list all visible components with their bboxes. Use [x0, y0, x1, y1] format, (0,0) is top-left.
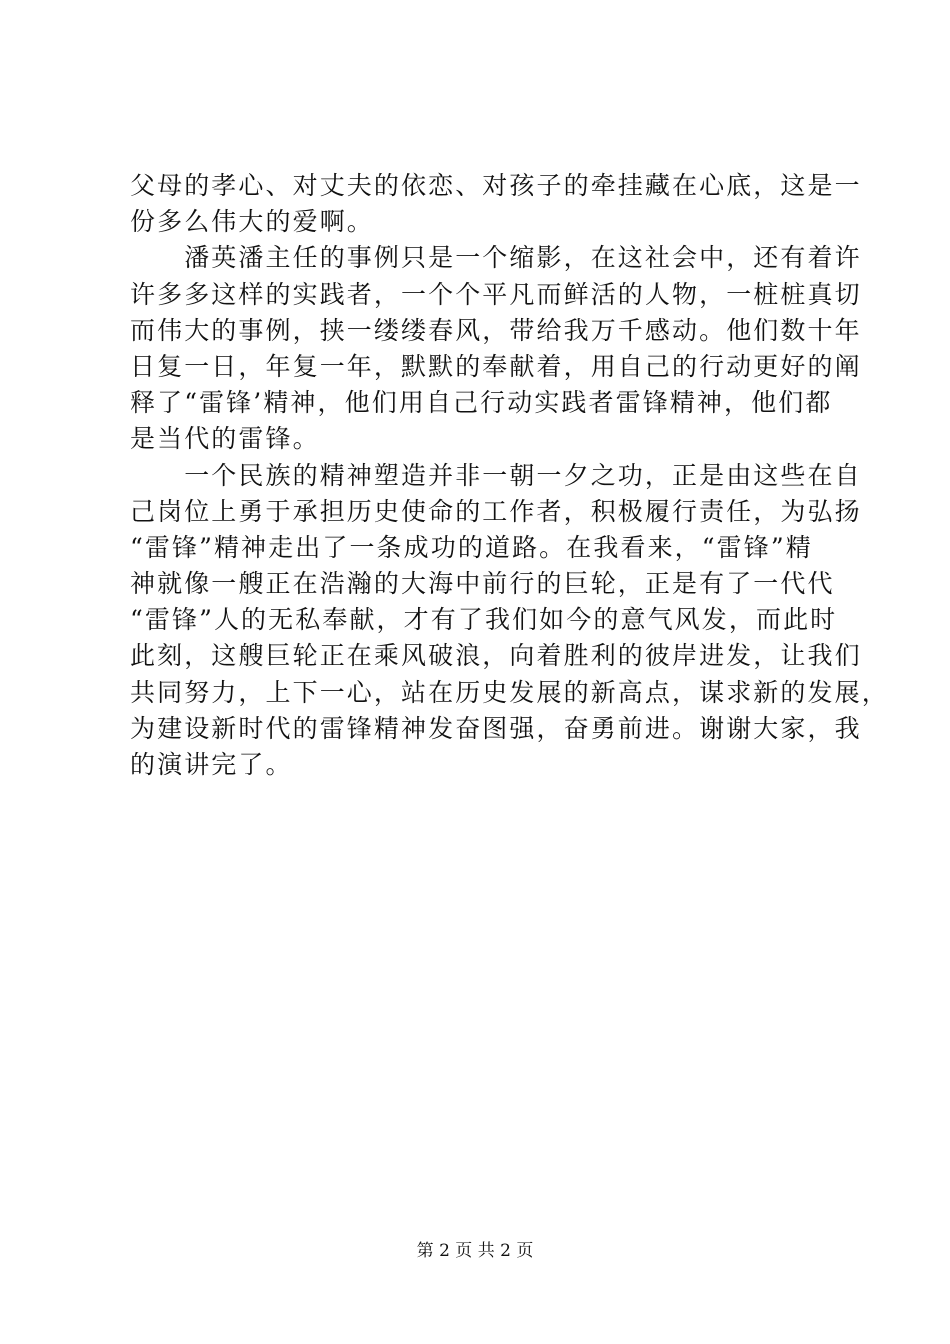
text-line: 共同努力，上下一心，站在历史发展的新高点，谋求新的发展， — [130, 677, 889, 707]
text-line: 是当代的雷锋。 — [130, 424, 320, 454]
text-line: “雷锋”人的无私奉献，才有了我们如今的意气风发，而此时 — [130, 605, 838, 635]
text-line: 为建设新时代的雷锋精神发奋图强，奋勇前进。谢谢大家，我 — [130, 713, 862, 743]
speech-body — [130, 168, 889, 783]
text-line: 己岗位上勇于承担历史使命的工作者，积极履行责任，为弘扬 — [130, 496, 862, 526]
text-line: 释了“雷锋’精神，他们用自己行动实践者雷锋精神，他们都 — [130, 388, 833, 418]
text-line: 的演讲完了。 — [130, 750, 293, 779]
page-number-footer: 第 2 页 共 2 页 — [416, 1241, 534, 1261]
text-line: 而伟大的事例，挟一缕缕春风，带给我万千感动。他们数十年 — [130, 315, 862, 345]
text-line: “雷锋”精神走出了一条成功的道路。在我看来，“雷锋”精 — [130, 532, 813, 562]
text-line: 一个民族的精神塑造并非一朝一夕之功，正是由这些在自 — [130, 460, 862, 490]
text-line: 份多么伟大的爱啊。 — [130, 207, 374, 237]
text-line: 神就像一艘正在浩瀚的大海中前行的巨轮，正是有了一代代 — [130, 569, 835, 599]
text-line: 潘英潘主任的事例只是一个缩影，在这社会中，还有着许 — [130, 243, 862, 273]
text-line: 此刻，这艘巨轮正在乘风破浪，向着胜利的彼岸进发，让我们 — [130, 641, 862, 671]
text-line: 日复一日，年复一年，默默的奉献着，用自己的行动更好的阐 — [130, 351, 862, 381]
text-line: 许多多这样的实践者，一个个平凡而鲜活的人物，一桩桩真切 — [130, 279, 862, 309]
text-line: 父母的孝心、对丈夫的依恋、对孩子的牵挂藏在心底，这是一 — [130, 171, 862, 200]
